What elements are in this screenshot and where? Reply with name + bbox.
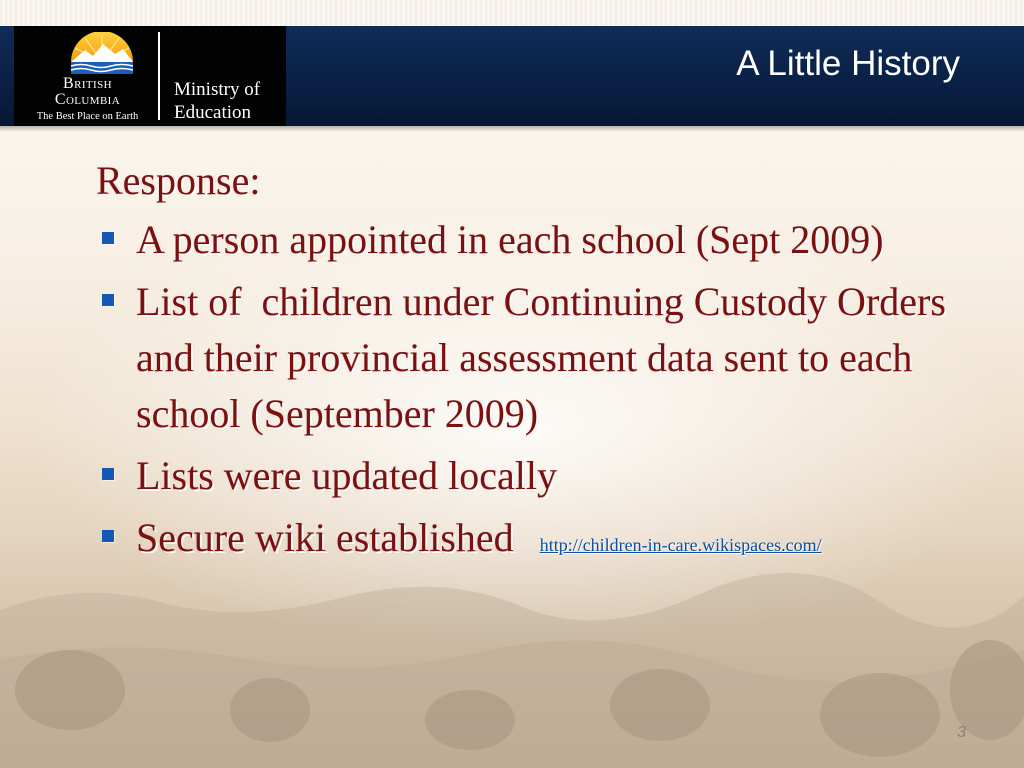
bullet-text: Lists were updated locally bbox=[136, 453, 557, 498]
bullet-item bbox=[96, 212, 996, 268]
bullet-square-icon bbox=[102, 530, 114, 542]
bullet-list bbox=[96, 212, 996, 573]
bullet-item bbox=[96, 448, 996, 504]
bullet-text: A person appointed in each school (Sept 2009) bbox=[136, 217, 884, 262]
bullet-item bbox=[96, 510, 996, 573]
logo-tagline: The Best Place on Earth bbox=[36, 111, 139, 122]
wiki-link[interactable]: http://children-in-care.wikispaces.com/ bbox=[539, 535, 822, 555]
bullet-square-icon bbox=[102, 468, 114, 480]
ministry-name bbox=[174, 78, 260, 124]
bullet-text: Secure wiki established bbox=[136, 515, 514, 560]
bullet-square-icon bbox=[102, 232, 114, 244]
top-stripe-band bbox=[0, 0, 1024, 26]
ministry-line-1: Ministry of bbox=[174, 79, 261, 100]
slide-title: A Little History bbox=[736, 44, 960, 83]
page-number: 3 bbox=[957, 724, 966, 741]
bc-ministry-logo bbox=[14, 26, 286, 126]
response-heading: Response: bbox=[96, 158, 261, 203]
slide-body bbox=[96, 158, 996, 579]
logo-british: British bbox=[63, 75, 112, 92]
bullet-item bbox=[96, 274, 996, 442]
logo-columbia: Columbia bbox=[54, 91, 121, 108]
ministry-line-2: Education bbox=[174, 102, 252, 123]
bc-sun-mountain-emblem-icon bbox=[67, 32, 137, 74]
logo-divider bbox=[158, 32, 160, 120]
header-shadow bbox=[0, 126, 1024, 132]
bullet-square-icon bbox=[102, 294, 114, 306]
bullet-text: List of children under Continuing Custody Orders and their provincial assessment data sent to each school (September 2009) bbox=[136, 279, 956, 436]
